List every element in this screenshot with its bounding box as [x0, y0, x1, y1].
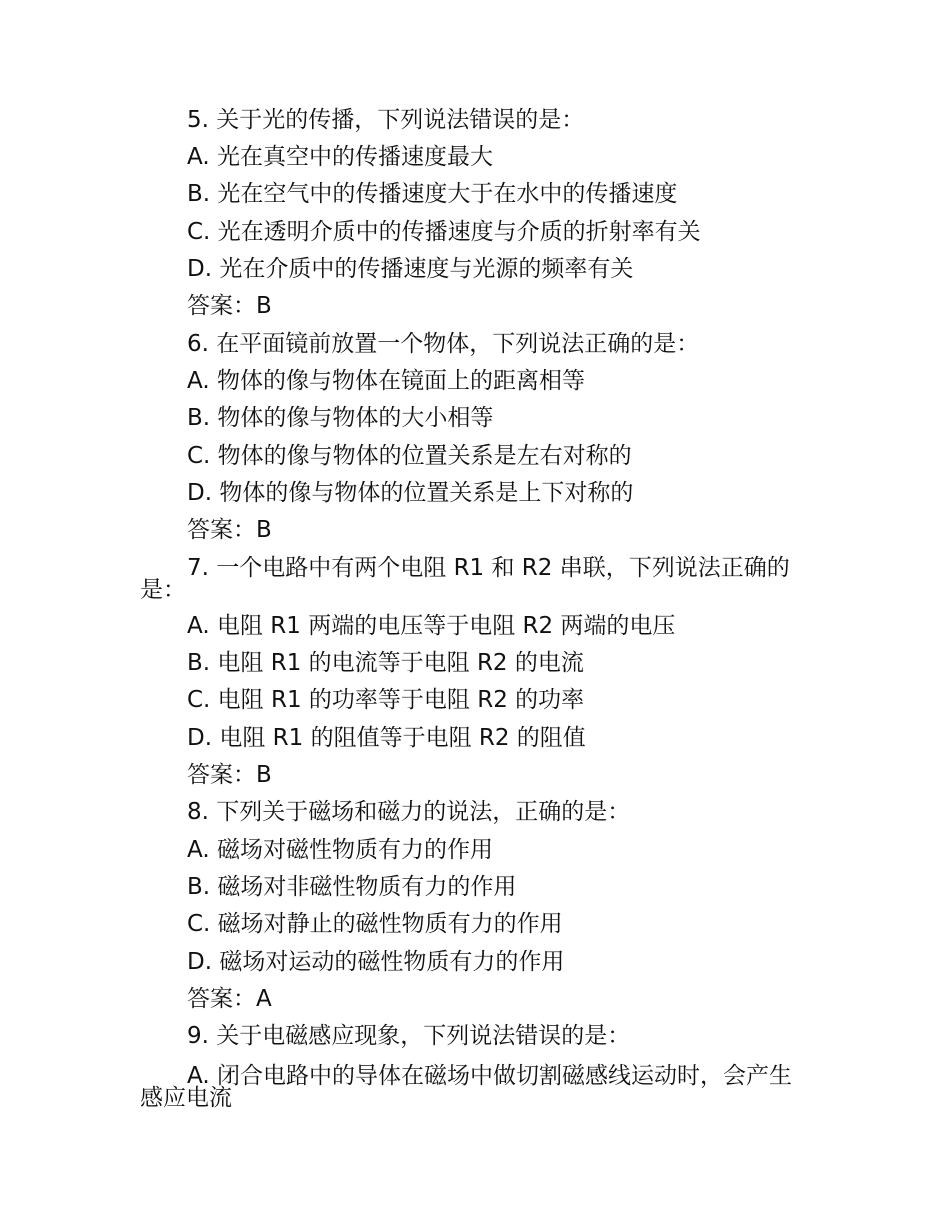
answer: 答案：B	[187, 762, 272, 788]
option-a: A. 闭合电路中的导体在磁场中做切割磁感线运动时，会产生感应电流	[140, 1063, 792, 1111]
answer: 答案：A	[187, 986, 272, 1012]
answer: 答案：B	[187, 517, 272, 543]
question-stem: 8. 下列关于磁场和磁力的说法，正确的是：	[187, 799, 631, 825]
option-a: A. 磁场对磁性物质有力的作用	[187, 837, 493, 863]
option-a: A. 电阻 R1 两端的电压等于电阻 R2 两端的电压	[187, 613, 676, 639]
question-stem: 5. 关于光的传播，下列说法错误的是：	[187, 107, 585, 133]
option-d: D. 磁场对运动的磁性物质有力的作用	[187, 949, 565, 975]
option-a: A. 物体的像与物体在镜面上的距离相等	[187, 368, 585, 394]
question-stem: 9. 关于电磁感应现象，下列说法错误的是：	[187, 1023, 631, 1049]
answer: 答案：B	[187, 293, 272, 319]
question-stem: 6. 在平面镜前放置一个物体，下列说法正确的是：	[187, 331, 700, 357]
option-b: B. 磁场对非磁性物质有力的作用	[187, 874, 517, 900]
option-d: D. 电阻 R1 的阻值等于电阻 R2 的阻值	[187, 725, 586, 751]
option-c: C. 电阻 R1 的功率等于电阻 R2 的功率	[187, 687, 585, 713]
option-b: B. 光在空气中的传播速度大于在水中的传播速度	[187, 181, 678, 207]
option-b: B. 电阻 R1 的电流等于电阻 R2 的电流	[187, 650, 584, 676]
option-d: D. 物体的像与物体的位置关系是上下对称的	[187, 480, 634, 506]
option-d: D. 光在介质中的传播速度与光源的频率有关	[187, 256, 634, 282]
option-c: C. 光在透明介质中的传播速度与介质的折射率有关	[187, 219, 701, 245]
option-c: C. 磁场对静止的磁性物质有力的作用	[187, 911, 563, 937]
option-c: C. 物体的像与物体的位置关系是左右对称的	[187, 443, 632, 469]
question-stem: 7. 一个电路中有两个电阻 R1 和 R2 串联，下列说法正确的是：	[140, 555, 790, 603]
option-a: A. 光在真空中的传播速度最大	[187, 144, 493, 170]
option-b: B. 物体的像与物体的大小相等	[187, 405, 494, 431]
